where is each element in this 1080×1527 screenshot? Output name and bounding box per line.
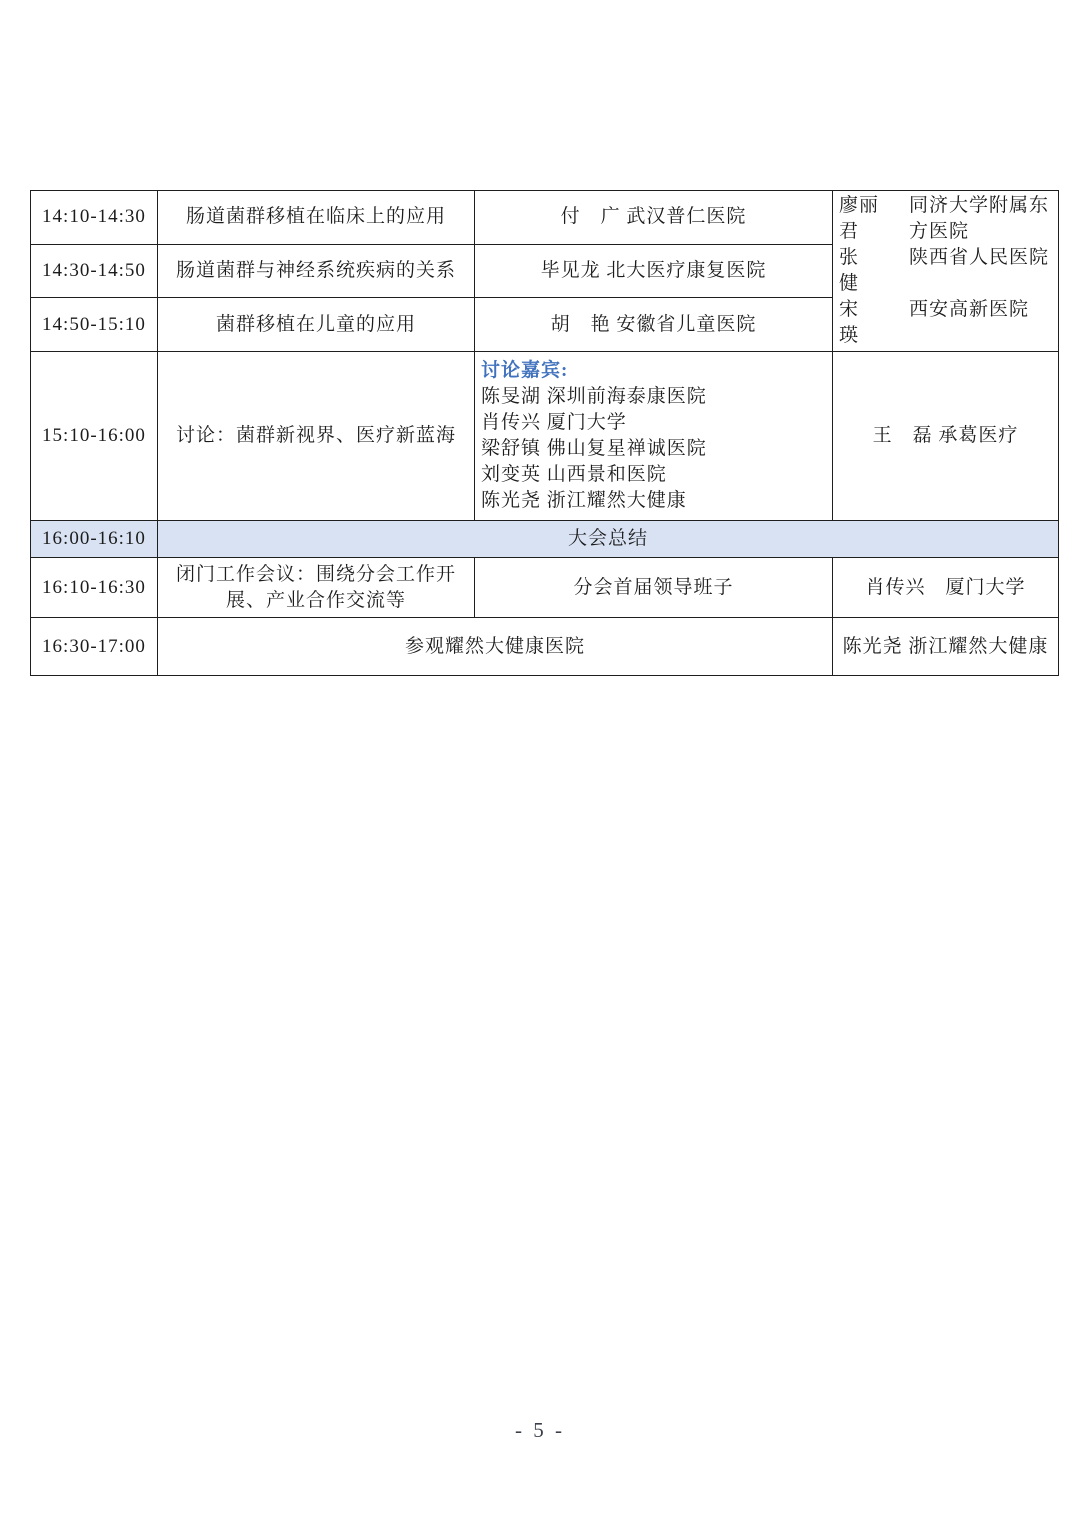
host-name: 宋 瑛 [839, 299, 880, 346]
host-entry [839, 297, 1052, 349]
topic-cell: 肠道菌群移植在临床上的应用 [158, 191, 475, 245]
speaker-cell: 付 广 武汉普仁医院 [475, 191, 833, 245]
visit-activity-cell: 参观耀然大健康医院 [158, 618, 833, 676]
guest-line: 陈旻湖 深圳前海泰康医院 [481, 386, 707, 407]
schedule-table [30, 190, 1059, 676]
host-affiliation: 陕西省人民医院 [909, 247, 1050, 268]
discussion-host-cell: 王 磊 承葛医疗 [833, 352, 1059, 521]
guest-line: 梁舒镇 佛山复星禅诚医院 [481, 438, 707, 459]
page-number: - 5 - [515, 1418, 565, 1442]
time-cell: 14:10-14:30 [31, 191, 158, 245]
session-row [31, 191, 1059, 245]
speaker-cell: 毕见龙 北大医疗康复医院 [475, 244, 833, 298]
visit-host-cell: 陈光尧 浙江耀然大健康 [833, 618, 1059, 676]
discussion-topic-cell: 讨论：菌群新视界、医疗新蓝海 [158, 352, 475, 521]
host-affiliation: 西安高新医院 [909, 299, 1030, 320]
time-cell: 15:10-16:00 [31, 352, 158, 521]
topic-cell: 肠道菌群与神经系统疾病的关系 [158, 244, 475, 298]
discussion-row [31, 352, 1059, 521]
host-entry [839, 245, 1052, 297]
topic-cell: 菌群移植在儿童的应用 [158, 298, 475, 352]
guest-line: 陈光尧 浙江耀然大健康 [481, 490, 687, 511]
time-cell: 16:00-16:10 [31, 521, 158, 558]
summary-row [31, 521, 1059, 558]
time-cell: 14:50-15:10 [31, 298, 158, 352]
speaker-cell: 胡 艳 安徽省儿童医院 [475, 298, 833, 352]
guests-label: 讨论嘉宾: [481, 360, 569, 381]
host-name: 廖丽君 [839, 195, 880, 242]
closed-meeting-row [31, 558, 1059, 618]
summary-title-cell: 大会总结 [158, 521, 1059, 558]
guest-line: 肖传兴 厦门大学 [481, 412, 627, 433]
time-cell: 16:10-16:30 [31, 558, 158, 618]
closed-meeting-participants-cell: 分会首届领导班子 [475, 558, 833, 618]
visit-row [31, 618, 1059, 676]
time-cell: 16:30-17:00 [31, 618, 158, 676]
closed-meeting-topic-cell: 闭门工作会议：围绕分会工作开展、产业合作交流等 [158, 558, 475, 618]
time-cell: 14:30-14:50 [31, 244, 158, 298]
session-hosts-cell [833, 191, 1059, 352]
host-entry [839, 193, 1052, 245]
host-affiliation: 同济大学附属东方医院 [909, 195, 1050, 242]
closed-meeting-host-cell: 肖传兴 厦门大学 [833, 558, 1059, 618]
discussion-guests-cell [475, 352, 833, 521]
guest-line: 刘变英 山西景和医院 [481, 464, 667, 485]
host-name: 张 健 [839, 247, 880, 294]
